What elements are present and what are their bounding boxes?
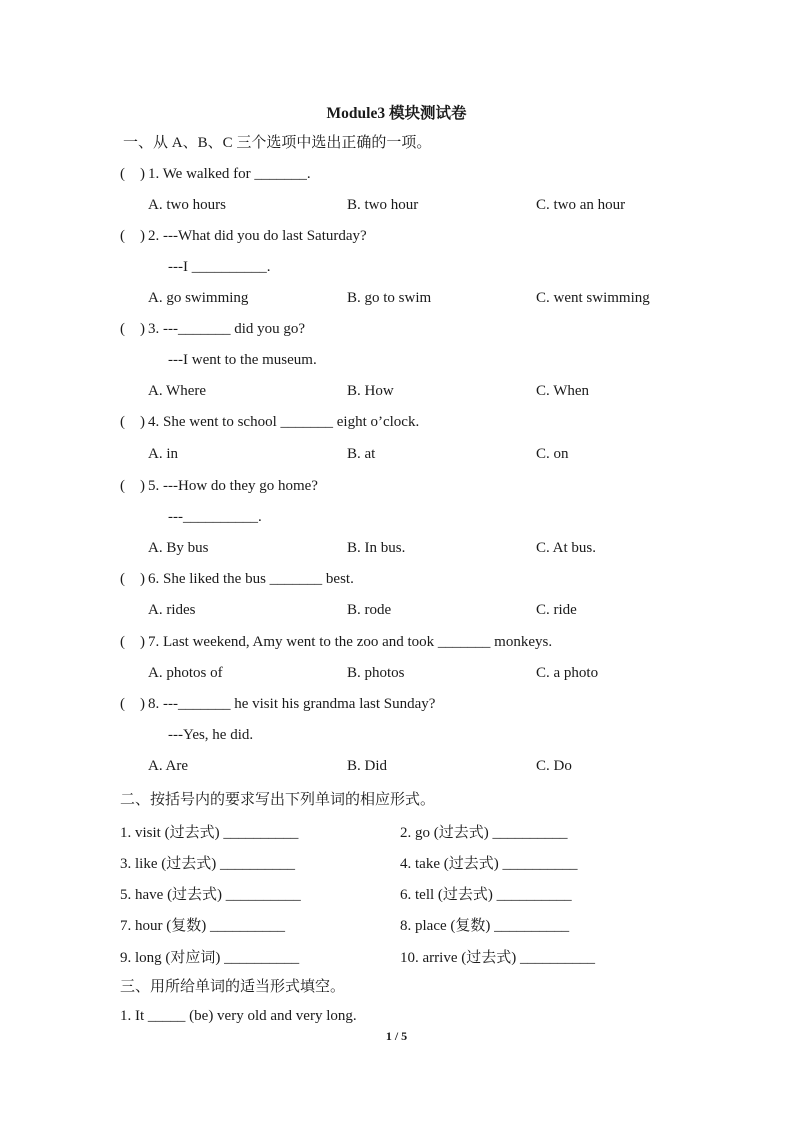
- option-b: B. Did: [347, 758, 388, 774]
- option-a: A. go swimming: [148, 290, 249, 306]
- question-stem: 1. We walked for _______.: [148, 166, 311, 182]
- option-a: A. two hours: [148, 197, 226, 213]
- answer-blank[interactable]: ( ): [120, 696, 145, 712]
- section2-heading: 二、按括号内的要求写出下列单词的相应形式。: [120, 792, 436, 808]
- option-b: B. rode: [347, 602, 392, 618]
- answer-blank[interactable]: ( ): [120, 571, 145, 587]
- question-stem: 7. Last weekend, Amy went to the zoo and took _______ monkeys.: [148, 634, 553, 650]
- answer-blank[interactable]: ( ): [120, 414, 145, 430]
- word-form-item[interactable]: 4. take (过去式) __________: [400, 856, 578, 872]
- question-stem: 3. ---_______ did you go?: [148, 321, 306, 337]
- section3-heading: 三、用所给单词的适当形式填空。: [120, 979, 346, 995]
- option-b: B. In bus.: [347, 540, 406, 556]
- word-form-item[interactable]: 3. like (过去式) __________: [120, 856, 295, 872]
- option-c: C. When: [536, 383, 590, 399]
- word-form-item[interactable]: 5. have (过去式) __________: [120, 887, 301, 903]
- option-a: A. photos of: [148, 665, 223, 681]
- word-form-item[interactable]: 7. hour (复数) __________: [120, 918, 285, 934]
- question-stem: 2. ---What did you do last Saturday?: [148, 228, 367, 244]
- option-b: B. go to swim: [347, 290, 432, 306]
- answer-blank[interactable]: ( ): [120, 228, 145, 244]
- word-form-item[interactable]: 9. long (对应词) __________: [120, 950, 300, 966]
- option-c: C. went swimming: [536, 290, 650, 306]
- option-a: A. Where: [148, 383, 207, 399]
- question-answer-line: ---I went to the museum.: [168, 352, 317, 368]
- word-form-item[interactable]: 8. place (复数) __________: [400, 918, 570, 934]
- option-c: C. ride: [536, 602, 577, 618]
- fill-blank-item[interactable]: 1. It _____ (be) very old and very long.: [120, 1008, 357, 1024]
- option-a: A. in: [148, 446, 178, 462]
- question-stem: 4. She went to school _______ eight o’clock.: [148, 414, 420, 430]
- option-a: A. By bus: [148, 540, 209, 556]
- question-answer-line: ---I __________.: [168, 259, 271, 275]
- option-c: C. on: [536, 446, 569, 462]
- option-b: B. two hour: [347, 197, 419, 213]
- option-b: B. How: [347, 383, 394, 399]
- answer-blank[interactable]: ( ): [120, 478, 145, 494]
- option-c: C. At bus.: [536, 540, 597, 556]
- word-form-item[interactable]: 2. go (过去式) __________: [400, 825, 568, 841]
- option-c: C. two an hour: [536, 197, 626, 213]
- question-answer-line: ---Yes, he did.: [168, 727, 254, 743]
- question-stem: 6. She liked the bus _______ best.: [148, 571, 354, 587]
- question-stem: 5. ---How do they go home?: [148, 478, 318, 494]
- answer-blank[interactable]: ( ): [120, 321, 145, 337]
- option-c: C. a photo: [536, 665, 599, 681]
- section1-heading: 一、从 A、B、C 三个选项中选出正确的一项。: [123, 135, 432, 151]
- answer-blank[interactable]: ( ): [120, 634, 145, 650]
- option-a: A. Are: [148, 758, 188, 774]
- word-form-item[interactable]: 6. tell (过去式) __________: [400, 887, 572, 903]
- question-stem: 8. ---_______ he visit his grandma last Sunday?: [148, 696, 436, 712]
- page-title: Module3 模块测试卷: [326, 105, 467, 122]
- word-form-item[interactable]: 1. visit (过去式) __________: [120, 825, 299, 841]
- option-c: C. Do: [536, 758, 572, 774]
- option-a: A. rides: [148, 602, 196, 618]
- page-number: 1 / 5: [385, 1029, 408, 1043]
- question-answer-line: ---__________.: [168, 509, 262, 525]
- option-b: B. at: [347, 446, 376, 462]
- word-form-item[interactable]: 10. arrive (过去式) __________: [400, 950, 595, 966]
- option-b: B. photos: [347, 665, 405, 681]
- answer-blank[interactable]: ( ): [120, 166, 145, 182]
